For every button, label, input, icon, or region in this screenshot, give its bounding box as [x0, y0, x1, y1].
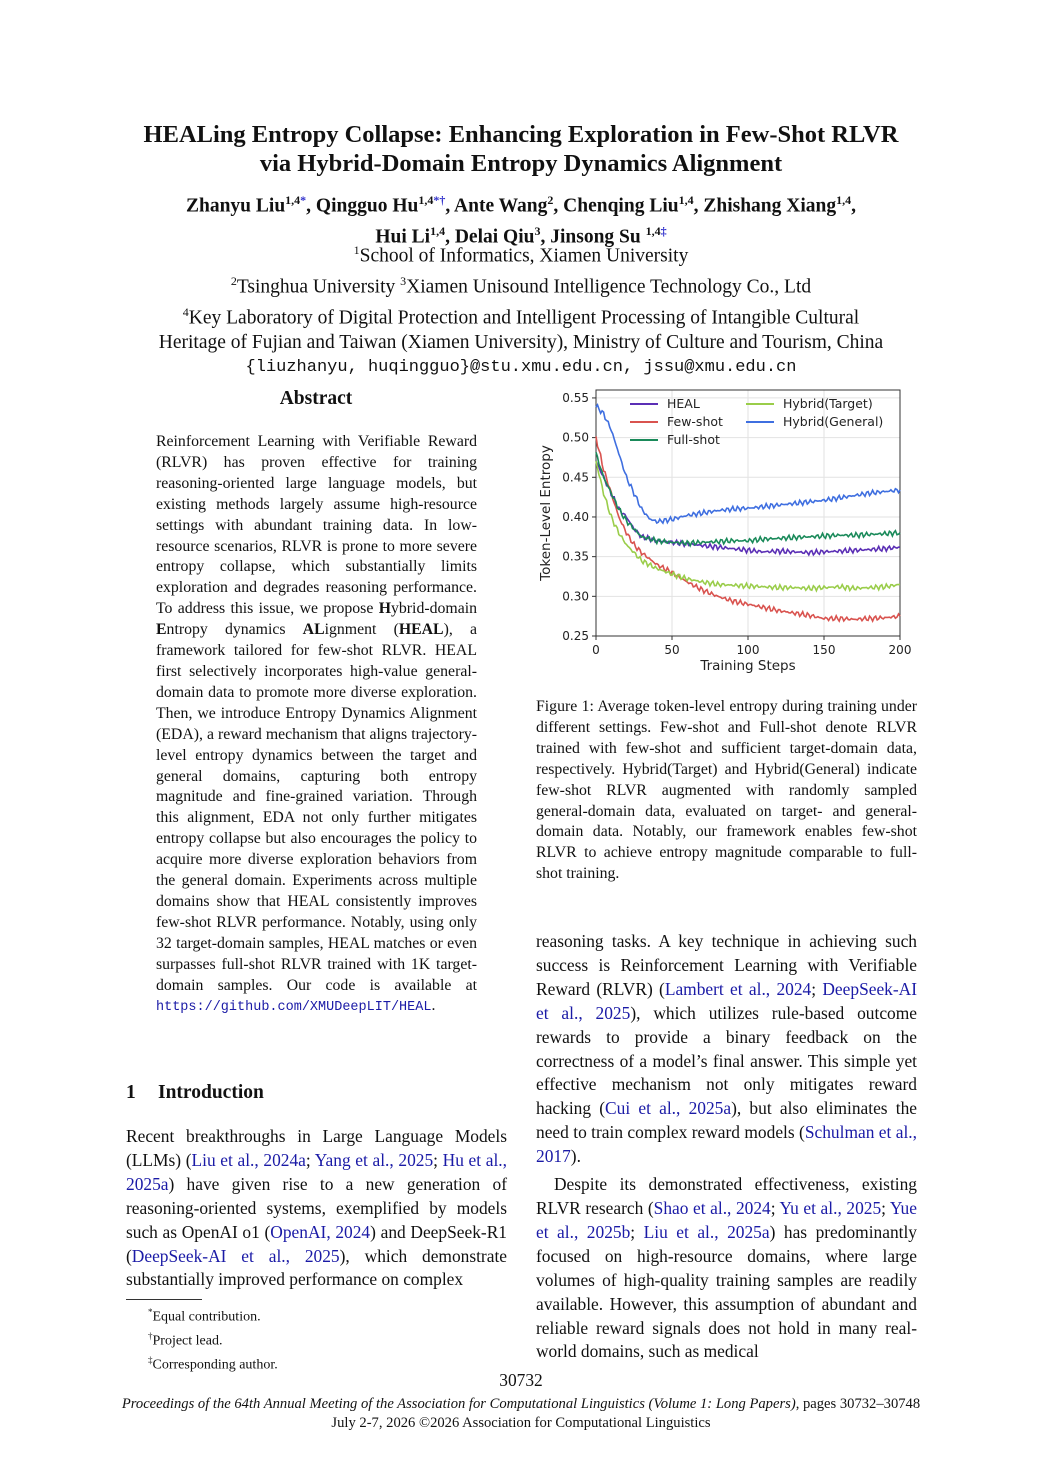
body-text: ;: [770, 1197, 780, 1218]
footnote-text: Equal contribution.: [152, 1309, 261, 1325]
author-name: Zhishang Xiang: [703, 195, 837, 217]
legend-label: HEAL: [667, 396, 700, 411]
citation-link[interactable]: OpenAI, 2024: [270, 1221, 371, 1242]
author-line-2: Hui Li$^{1,4}$, Delai Qiu$^3$, Jinsong Su $^{1,4\ddagger}$: [375, 223, 667, 247]
abstract-bold: AL: [302, 621, 325, 639]
abstract-text: ybrid-domain: [391, 600, 477, 618]
body-text: Despite its demonstrated effectiveness, existing RLVR research (: [536, 1174, 917, 1218]
author-aff: 1,4: [645, 223, 661, 238]
body-text: ), which utilizes rule-based outcome rewards to provide a binary feedback on the correctness of a model’s final answer. This simple yet effective mechanism not only mitigates reward hacking (: [536, 1002, 917, 1119]
author-aff: 1,4: [678, 193, 694, 207]
legend-label: Hybrid(Target): [783, 396, 873, 411]
abstract-text: Reinforcement Learning with Verifiable Reward (RLVR) has proven effective for training reasoning-oriented large language models, but existing methods largely assume high-resource settings with abundant training data. In low-resource scenarios, RLVR is prone to more severe entropy collapse, which substantially limits exploration and degrades reasoning performance. To address this issue, we propose: [156, 433, 477, 618]
author-aff: 1,4: [836, 193, 852, 207]
x-tick-label: 200: [888, 643, 912, 657]
author-aff: 1,4: [418, 193, 434, 207]
affiliation-text: School of Informatics, Xiamen University: [359, 245, 689, 267]
proceedings-line-2: July 2-7, 2026 ©2026 Association for Computational Linguistics: [331, 1415, 711, 1431]
author-aff: 1,4: [285, 193, 301, 207]
y-tick-label: 0.50: [562, 430, 589, 445]
author-name: Delai Qiu: [454, 226, 535, 247]
body-text: ;: [433, 1149, 443, 1170]
footnote-text: Corresponding author.: [152, 1357, 278, 1373]
abstract-body: [156, 432, 477, 1019]
citation-link[interactable]: DeepSeek-AI et al., 2025: [131, 1245, 340, 1266]
citation-link[interactable]: Cui et al., 2025a: [605, 1098, 732, 1119]
y-tick-label: 0.40: [562, 509, 589, 524]
abstract-text: ntropy dynamics: [166, 621, 303, 639]
abstract-bold: HEAL: [398, 621, 444, 639]
paragraph: [536, 1173, 917, 1364]
citation-link[interactable]: Yu et al., 2025: [779, 1197, 882, 1218]
citation-link[interactable]: Liu et al., 2025a: [643, 1221, 770, 1242]
abstract-text: ignment (: [324, 621, 399, 639]
footnote-mark: †: [148, 1331, 153, 1342]
paragraph: [536, 930, 917, 1169]
paper-title: [0, 120, 1042, 178]
y-tick-label: 0.55: [562, 390, 589, 405]
abstract-bold: H: [378, 600, 391, 618]
body-text: Recent breakthroughs in Large Language Models (LLMs) (: [126, 1126, 507, 1170]
citation-link[interactable]: Shao et al., 2024: [653, 1197, 771, 1218]
y-tick-label: 0.35: [562, 549, 589, 564]
author-aff: 1,4: [430, 223, 446, 238]
proceedings-footer: [0, 1395, 1042, 1433]
proceedings-pages: , pages 30732–30748: [795, 1396, 921, 1412]
body-text: ) have given rise to a new generation of reasoning-oriented systems, exemplified by models such as OpenAI o1 (: [126, 1173, 507, 1242]
entropy-line-chart: [530, 384, 920, 679]
author-line-1: Zhanyu Liu$^{1,4*}$, Qingguo $Hu^{1,4*\dagger}$, Ante Wang$^2$, Chenqing Liu$^{1,4}$, Zhishang Xiang$^{1,4}$,: [185, 193, 856, 217]
author-aff: 3: [534, 223, 541, 238]
author-name: Qingguo Hu: [315, 195, 419, 217]
body-text: ;: [305, 1149, 315, 1170]
citation-link[interactable]: Liu et al., 2024a: [191, 1149, 306, 1170]
x-tick-label: 0: [592, 643, 600, 657]
legend-label: Few-shot: [667, 414, 723, 429]
body-text: reasoning tasks. A key technique in achieving such success is Reinforcement Learning with Verifiable Reward (RLVR) (: [536, 931, 917, 999]
footnote-mark: ‡: [148, 1355, 153, 1366]
abstract-text: .: [431, 997, 436, 1015]
x-axis-label: Training Steps: [700, 658, 796, 674]
affiliation-2-3: [0, 269, 1042, 300]
chart-root: [538, 390, 911, 674]
footnote-text: Project lead.: [152, 1333, 223, 1349]
body-text: ).: [570, 1146, 581, 1167]
footnote: [126, 1303, 278, 1327]
citation-link[interactable]: Hu et al., 2025a: [126, 1149, 507, 1194]
affiliation-4-cont: Heritage of Fujian and Taiwan (Xiamen University), Ministry of Culture and Tourism, China: [158, 332, 884, 353]
footnote: [126, 1327, 278, 1351]
citation-link[interactable]: Lambert et al., 2024: [664, 978, 812, 999]
legend-label: Full-shot: [667, 432, 720, 447]
footnotes: [126, 1303, 278, 1375]
y-axis-label: Token-Level Entropy: [538, 445, 554, 581]
intro-left-column: [126, 1125, 507, 1292]
affiliation-number: 1: [353, 243, 360, 257]
x-tick-label: 100: [736, 643, 760, 657]
body-text: ), but also eliminates the need to train complex reward models (: [536, 1098, 917, 1143]
citation-link[interactable]: Yang et al., 2025: [314, 1149, 434, 1170]
title-line-2: via Hybrid-Domain Entropy Dynamics Alignment: [259, 150, 783, 177]
affiliation-text: Tsinghua University: [236, 276, 396, 298]
affiliation-number: 3: [400, 274, 407, 288]
figure-caption: Figure 1: Average token-level entropy during training under different settings. Few-shot and Full-shot denote RLVR trained with few-shot and sufficient target-domain data, respectively. Hybrid(Target) and Hybrid(General) indicate few-shot RLVR augmented with randomly sampled general-domain data, evaluated on target- and general-domain data. Notably, our framework enables few-shot RLVR to achieve entropy magnitude comparable to full-shot training.: [536, 698, 917, 883]
page-number: 30732: [499, 1370, 543, 1390]
body-text: ;: [630, 1221, 644, 1242]
proceedings-line-1: [0, 1395, 1042, 1414]
body-text: ) has predominantly focused on high-resource domains, where large volumes of high-quality training samples are readily available. However, this assumption of abundant and reliable reward signals does not hold in many real-world domains, such as medical: [536, 1221, 917, 1362]
affiliation-text: Key Laboratory of Digital Protection and Intelligent Processing of Intangible Cultural: [188, 307, 860, 329]
author-emails: {liuzhanyu, huqingguo}@stu.xmu.edu.cn, jssu@xmu.edu.cn: [245, 357, 797, 377]
abstract-bold: E: [156, 621, 167, 639]
author-name: Zhanyu Liu: [185, 195, 286, 217]
intro-right-column: [536, 930, 917, 1364]
abstract-text: ), a framework tailored for few-shot RLVR. HEAL first selectively incorporates high-value general-domain data to promote more diverse exploration. Then, we introduce Entropy Dynamics Alignment (EDA), a reward mechanism that aligns trajectory-level entropy dynamics between the target and general domains, capturing both entropy magnitude and fine-grained variation. Through this alignment, EDA not only further mitigates entropy collapse but also encourages the policy to acquire more diverse exploration behaviors from the general domain. Experiments across multiple domains show that HEAL consistently improves few-shot RLVR performance. Notably, using only 32 target-domain samples, HEAL matches or even surpasses full-shot RLVR trained with 1K target-domain samples. Our code is available at: [156, 621, 477, 994]
citation-link[interactable]: Yue et al., 2025b: [536, 1197, 917, 1242]
y-tick-label: 0.45: [562, 470, 589, 485]
section-title: Introduction: [158, 1082, 264, 1103]
legend-label: Hybrid(General): [783, 414, 884, 429]
author-name: Chenqing Liu: [563, 195, 679, 217]
footnote-rule: [126, 1299, 202, 1300]
author-name: Hui Li: [375, 226, 431, 247]
citation-link[interactable]: DeepSeek-AI et al., 2025: [536, 978, 918, 1023]
y-tick-label: 0.25: [562, 629, 589, 643]
author-aff: 2: [547, 193, 554, 207]
x-tick-label: 150: [812, 643, 836, 657]
body-text: ;: [811, 978, 823, 999]
author-name: Ante Wang: [454, 195, 548, 217]
section-heading-introduction: [126, 1082, 264, 1104]
author-name: Jinsong Su: [550, 226, 641, 247]
affiliation-number: 2: [230, 274, 237, 288]
body-text: ;: [881, 1197, 890, 1218]
abstract-heading: Abstract: [279, 388, 353, 409]
proceedings-venue: Proceedings of the 64th Annual Meeting of the Association for Computational Linguistics (Volume 1: Long Papers): [121, 1396, 796, 1412]
author-mark[interactable]: *: [300, 193, 307, 207]
citation-link[interactable]: Schulman et al., 2017: [536, 1122, 918, 1167]
code-link[interactable]: https://github.com/XMUDeepLIT/HEAL: [156, 1000, 432, 1016]
affiliation-text: Xiamen Unisound Intelligence Technology Co., Ltd: [406, 276, 812, 298]
x-tick-label: 50: [664, 643, 680, 657]
y-tick-label: 0.30: [562, 589, 589, 604]
title-line-1: HEALing Entropy Collapse: Enhancing Exploration in Few-Shot RLVR: [143, 121, 899, 148]
author-mark[interactable]: ‡: [660, 223, 667, 238]
body-text: ) and DeepSeek-R1 (: [126, 1221, 507, 1266]
affiliation-number: 4: [182, 305, 189, 319]
affiliations: [0, 238, 1042, 380]
footnote-mark: *: [148, 1307, 153, 1317]
affiliation-4: [0, 300, 1042, 331]
affiliation-1: [0, 238, 1042, 269]
section-number: 1: [126, 1082, 136, 1103]
author-mark[interactable]: *†: [433, 193, 446, 207]
body-text: ), which demonstrate substantially improved performance on complex: [126, 1245, 507, 1290]
